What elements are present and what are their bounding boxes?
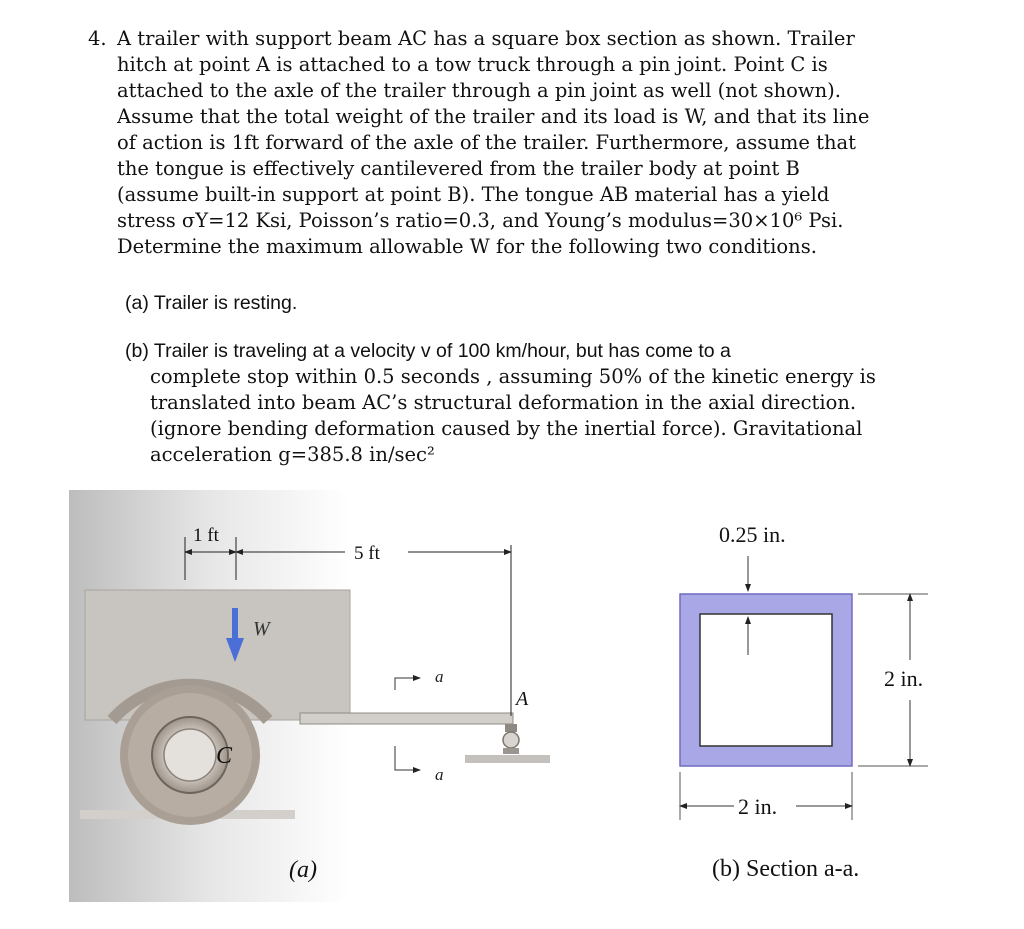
part-b-line: (b) Trailer is traveling at a velocity v of 100 km/hour, but has come to a bbox=[125, 340, 731, 362]
height-label: 2 in. bbox=[884, 666, 924, 691]
problem-line: stress σY=12 Ksi, Poisson’s ratio=0.3, and Young’s modulus=30×10⁶ Psi. bbox=[117, 209, 844, 232]
weight-arrow-shaft bbox=[232, 608, 238, 640]
problem-line: the tongue is effectively cantilevered from the trailer body at point B bbox=[117, 157, 800, 180]
label-a-top: a bbox=[435, 667, 444, 686]
label-w: W bbox=[253, 618, 270, 640]
hitch-neck bbox=[505, 724, 517, 732]
width-label: 2 in. bbox=[738, 794, 778, 819]
dim-1ft-label: 1 ft bbox=[193, 525, 219, 546]
problem-line: of action is 1ft forward of the axle of the trailer. Furthermore, assume that bbox=[117, 131, 856, 154]
hitch-base bbox=[503, 748, 519, 754]
figure-a bbox=[69, 490, 550, 902]
label-a-bottom: a bbox=[435, 765, 444, 784]
section-cut-top bbox=[395, 678, 420, 690]
part-b-line: acceleration g=385.8 in/sec² bbox=[150, 443, 435, 466]
part-b-line: translated into beam AC’s structural deformation in the axial direction. bbox=[150, 391, 857, 414]
hitch-ground bbox=[465, 755, 550, 763]
thickness-label: 0.25 in. bbox=[719, 522, 786, 547]
part-b-line: (ignore bending deformation caused by the inertial force). Gravitational bbox=[150, 417, 863, 440]
section-cut-bottom bbox=[395, 746, 420, 770]
problem-line: hitch at point A is attached to a tow truck through a pin joint. Point C is bbox=[117, 53, 828, 76]
problem-line: A trailer with support beam AC has a square box section as shown. Trailer bbox=[117, 27, 855, 50]
figure-b-caption: (b) Section a-a. bbox=[712, 856, 860, 882]
label-a-point: A bbox=[516, 688, 529, 710]
label-c: C bbox=[216, 743, 233, 769]
figure-b bbox=[680, 522, 928, 882]
dim-5ft-label: 5 ft bbox=[354, 543, 380, 564]
figure-a-caption: (a) bbox=[289, 857, 317, 883]
part-a: (a) Trailer is resting. bbox=[125, 292, 298, 314]
problem-line: (assume built-in support at point B). The tongue AB material has a yield bbox=[117, 183, 830, 206]
wheel-hub bbox=[164, 729, 216, 781]
part-b-line: complete stop within 0.5 seconds , assuming 50% of the kinetic energy is bbox=[150, 365, 876, 388]
tongue-beam bbox=[300, 713, 513, 724]
problem-line: attached to the axle of the trailer through a pin joint as well (not shown). bbox=[117, 79, 841, 102]
problem-number: 4. bbox=[88, 27, 107, 50]
problem-line: Assume that the total weight of the trailer and its load is W, and that its line bbox=[117, 105, 870, 128]
hitch-ball bbox=[503, 732, 519, 748]
problem-line: Determine the maximum allowable W for the following two conditions. bbox=[117, 235, 817, 258]
box-section-hollow bbox=[700, 614, 832, 746]
